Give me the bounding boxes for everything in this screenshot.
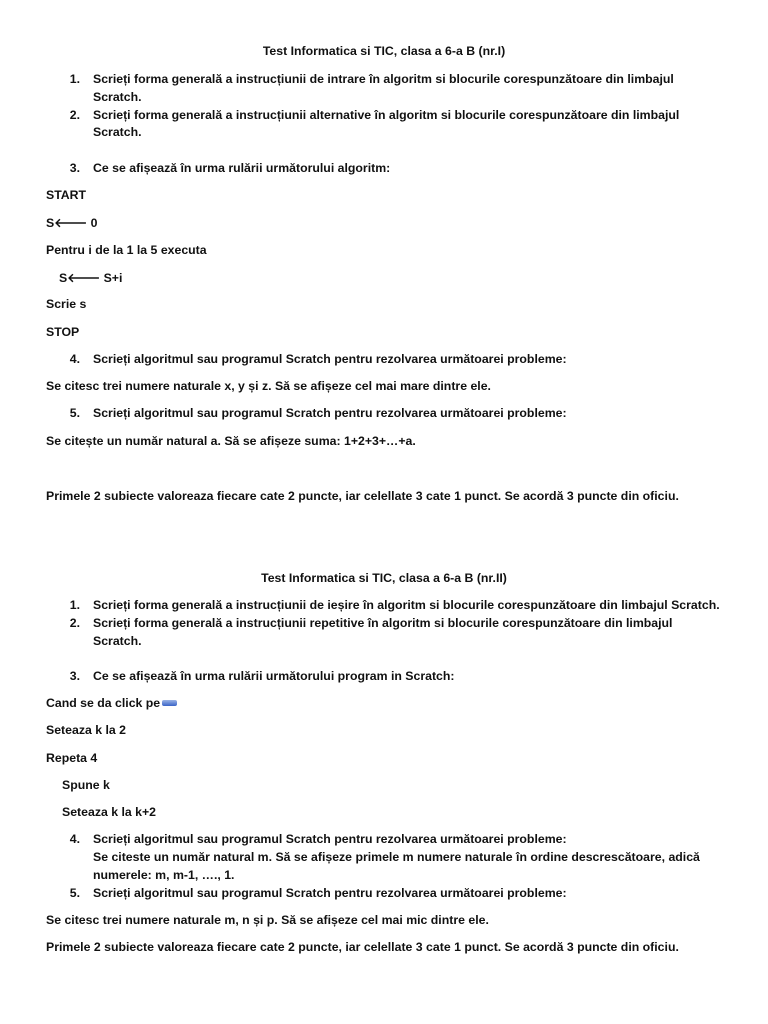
test1-q2-number: 2. xyxy=(69,108,80,122)
algo-write: Scrie s xyxy=(46,297,87,311)
test1-q1-line1: Scrieți forma generală a instrucțiunii de intrare în algoritm si blocurile corespunzătoare din limbajul xyxy=(93,72,674,86)
algo-s-init: S🡐 0 xyxy=(46,216,98,230)
test1-q4-number: 4. xyxy=(69,352,80,366)
test2-q3-number: 3. xyxy=(69,669,80,683)
test1-q1-number: 1. xyxy=(69,72,80,86)
algo-start: START xyxy=(46,188,87,202)
algo-stop: STOP xyxy=(46,325,80,339)
test2-q4-text: Scrieți algoritmul sau programul Scratch pentru rezolvarea următoarei probleme: xyxy=(93,832,567,846)
program-say: Spune k xyxy=(62,778,110,792)
test2-q4-number: 4. xyxy=(69,832,80,846)
test2-q2-line1: Scrieți forma generală a instrucțiunii repetitive în algoritm si blocurile corespunzătoare din limbajul xyxy=(93,616,673,630)
test1-q1-line2: Scratch. xyxy=(93,90,142,104)
test2-q2-number: 2. xyxy=(69,616,80,630)
test1-q5-number: 5. xyxy=(69,406,80,420)
test2-q5-number: 5. xyxy=(69,886,80,900)
program-set-k: Seteaza k la 2 xyxy=(46,723,126,737)
test1-q4-problem: Se citesc trei numere naturale x, y și z. Să se afișeze cel mai mare dintre ele. xyxy=(46,379,491,393)
program-when-click-label: Cand se da click pe xyxy=(46,696,161,710)
green-flag-icon xyxy=(162,700,177,706)
test2-q5-text: Scrieți algoritmul sau programul Scratch pentru rezolvarea următoarei probleme: xyxy=(93,886,567,900)
test1-q4-text: Scrieți algoritmul sau programul Scratch pentru rezolvarea următoarei probleme: xyxy=(93,352,567,366)
test2-q4-line3: numerele: m, m-1, …., 1. xyxy=(93,868,235,882)
test2-q4-line2: Se citeste un număr natural m. Să se afișeze primele m numere naturale în ordine descrescătoare, adică xyxy=(93,850,700,864)
test1-q2-line2: Scratch. xyxy=(93,125,142,139)
program-repeat: Repeta 4 xyxy=(46,751,98,765)
test1-q3-number: 3. xyxy=(69,161,80,175)
test1-q2-line1: Scrieți forma generală a instrucțiunii alternative în algoritm si blocurile corespunzătoare din limbajul xyxy=(93,108,680,122)
program-set-k2: Seteaza k la k+2 xyxy=(62,805,157,819)
test1-scoring: Primele 2 subiecte valoreaza fiecare cate 2 puncte, iar celellate 3 cate 1 punct. Se acordă 3 puncte din oficiu. xyxy=(46,489,679,503)
algo-body: S🡐 S+i xyxy=(59,271,123,285)
test2-q1-number: 1. xyxy=(69,598,80,612)
algo-loop: Pentru i de la 1 la 5 executa xyxy=(46,243,207,257)
test2-q1-line1: Scrieți forma generală a instrucțiunii de ieșire în algoritm si blocurile corespunzătoare din limbajul Scratch. xyxy=(93,598,720,612)
test2-q5-problem: Se citesc trei numere naturale m, n și p. Să se afișeze cel mai mic dintre ele. xyxy=(46,913,489,927)
test1-q5-text: Scrieți algoritmul sau programul Scratch pentru rezolvarea următoarei probleme: xyxy=(93,406,567,420)
test2-scoring: Primele 2 subiecte valoreaza fiecare cate 2 puncte, iar celellate 3 cate 1 punct. Se acordă 3 puncte din oficiu. xyxy=(46,940,679,954)
test2-q3-text: Ce se afișează în urma rulării următorului program in Scratch: xyxy=(93,669,455,683)
test1-q3-text: Ce se afișează în urma rulării următorului algoritm: xyxy=(93,161,391,175)
program-when-click xyxy=(46,696,177,710)
test2-title: Test Informatica si TIC, clasa a 6-a B (nr.II) xyxy=(261,571,507,585)
test1-title: Test Informatica si TIC, clasa a 6-a B (nr.I) xyxy=(262,44,506,58)
test2-q2-line2: Scratch. xyxy=(93,634,142,648)
test1-q5-problem: Se citește un număr natural a. Să se afișeze suma: 1+2+3+…+a. xyxy=(46,434,416,448)
